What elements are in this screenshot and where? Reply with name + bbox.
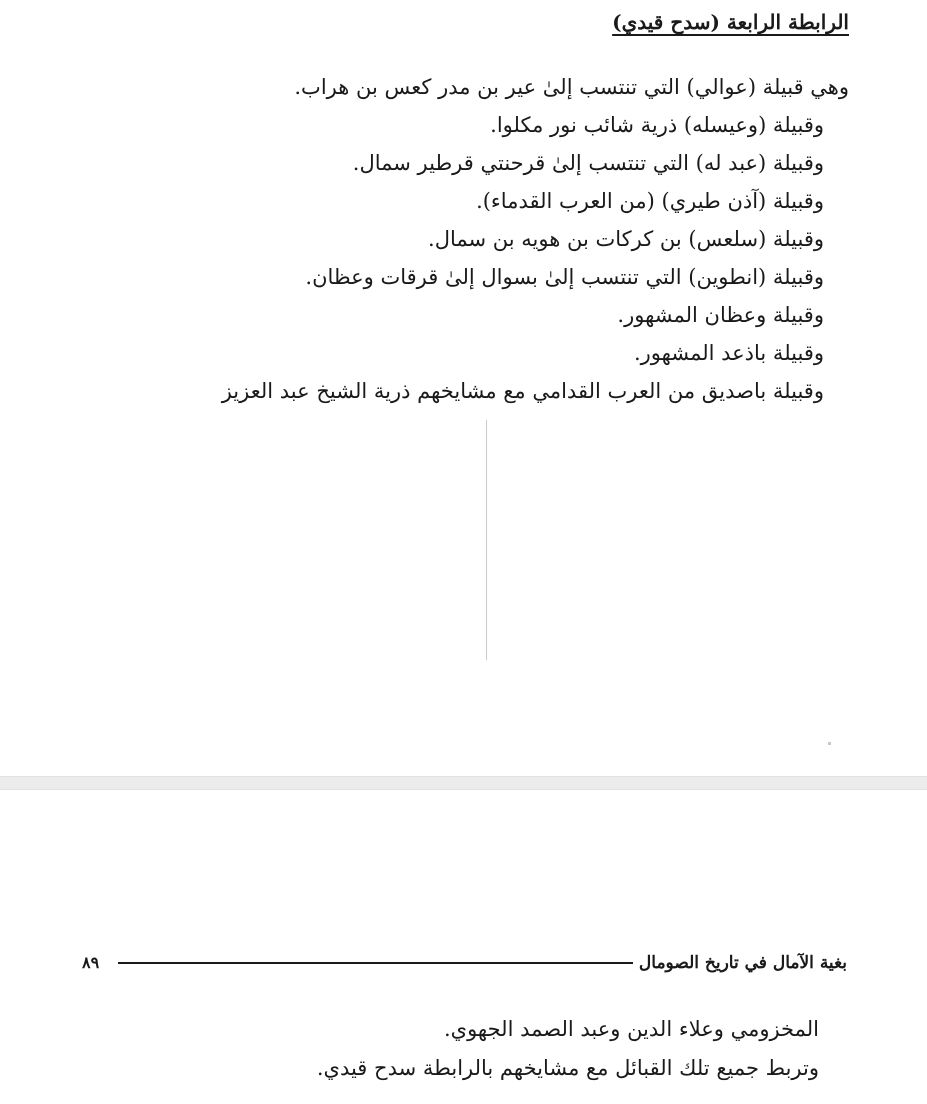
text-line-7: وقبيلة وعظان المشهور. — [617, 303, 824, 327]
text-line-2: وقبيلة (وعيسله) ذرية شائب نور مكلوا. — [490, 113, 824, 137]
page-divider — [0, 776, 927, 790]
book-title: بغية الآمال في تاريخ الصومال — [638, 953, 847, 973]
text-line-10: المخزومي وعلاء الدين وعبد الصمد الجهوي. — [443, 1017, 819, 1041]
scan-artifact — [828, 742, 831, 745]
header-rule — [118, 962, 633, 964]
text-line-1: وهي قبيلة (عوالي) التي تنتسب إلىٰ عير بن مدر كعس بن هراب. — [294, 75, 849, 99]
section-heading: الرابطة الرابعة (سدح قيدي) — [612, 10, 849, 34]
scan-artifact — [486, 420, 487, 660]
text-line-9: وقبيلة باصديق من العرب القدامي مع مشايخهم ذرية الشيخ عبد العزيز — [221, 379, 824, 403]
text-line-3: وقبيلة (عبد له) التي تنتسب إلىٰ قرحنتي قرطير سمال. — [352, 151, 824, 175]
text-line-4: وقبيلة (آذن طيري) (من العرب القدماء). — [476, 189, 824, 213]
text-line-8: وقبيلة باذعد المشهور. — [633, 341, 824, 365]
text-line-11: وتربط جميع تلك القبائل مع مشايخهم بالرابطة سدح قيدي. — [316, 1056, 819, 1080]
text-line-6: وقبيلة (انطوين) التي تنتسب إلىٰ بسوال إلىٰ قرقات وعظان. — [305, 265, 824, 289]
running-header — [112, 950, 847, 976]
page-number: ٨٩ — [82, 953, 100, 972]
text-line-5: وقبيلة (سلعس) بن كركات بن هويه بن سمال. — [428, 227, 824, 251]
